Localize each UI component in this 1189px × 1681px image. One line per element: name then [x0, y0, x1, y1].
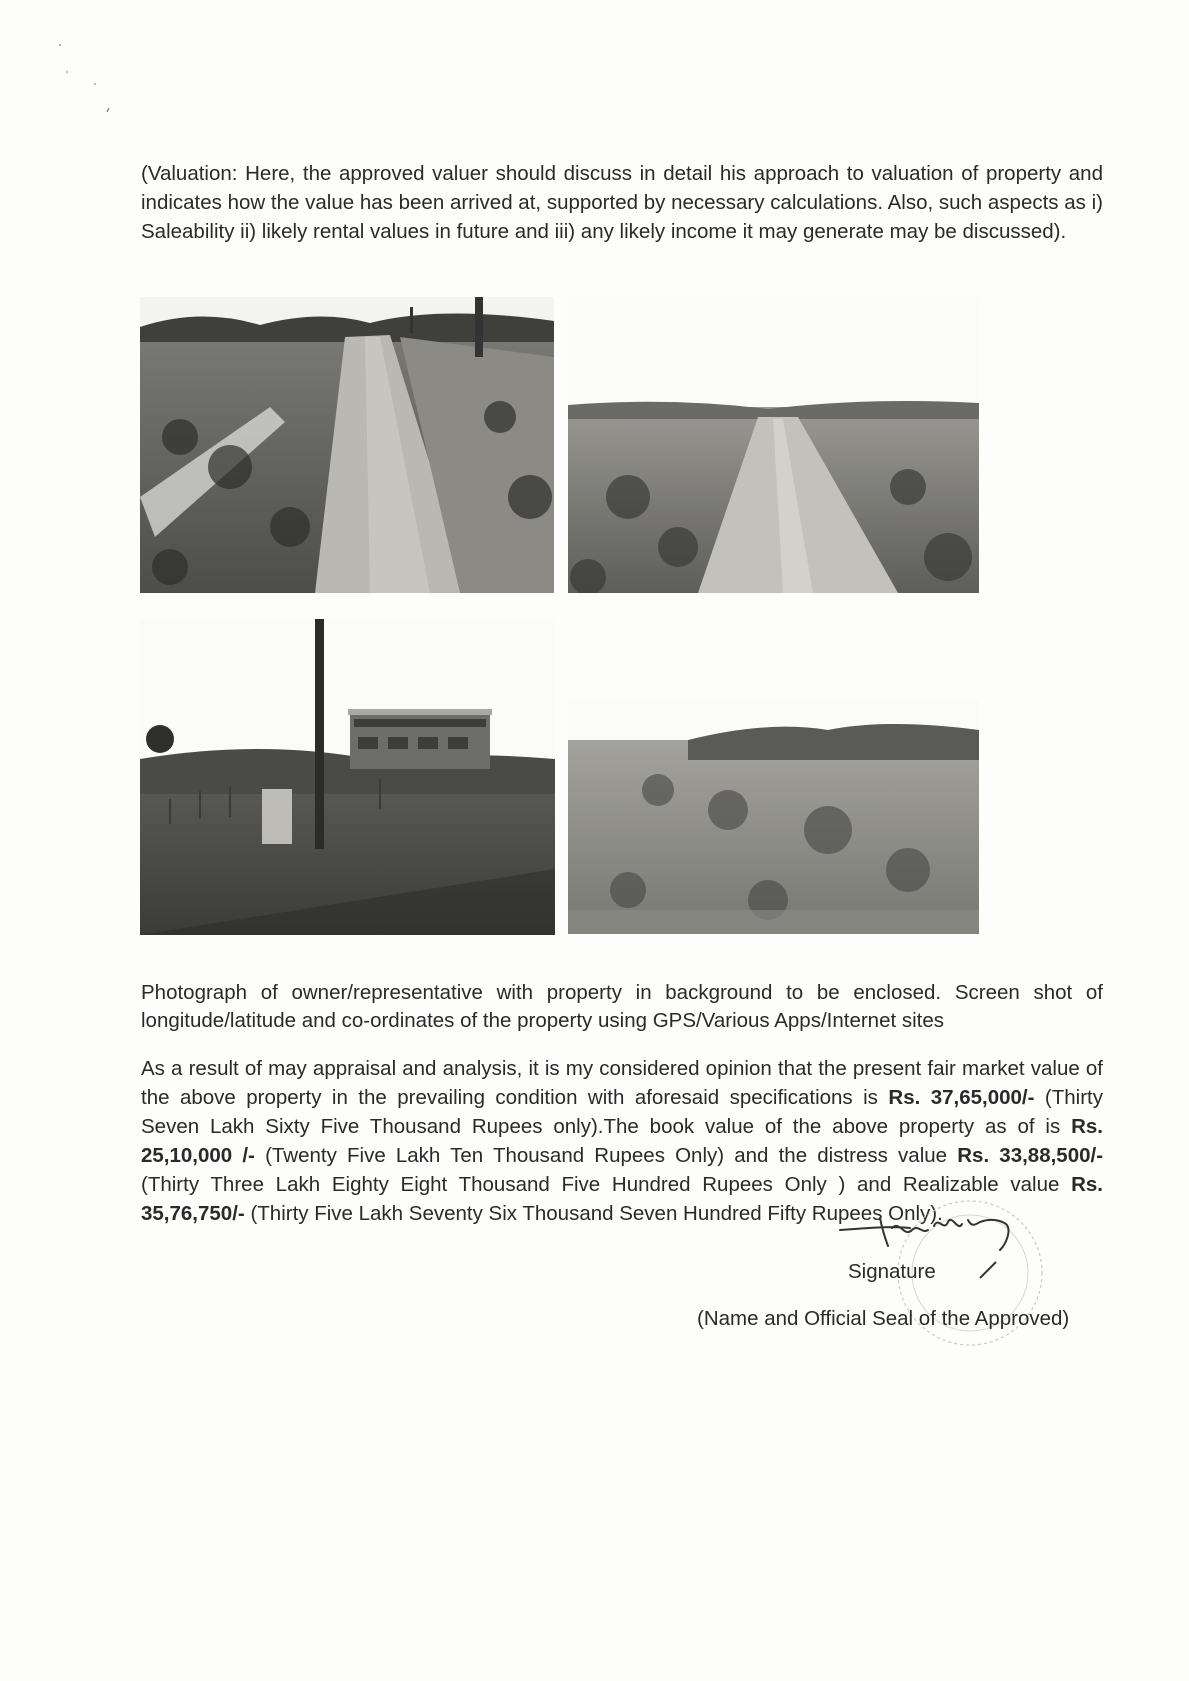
- opinion-lead-text: As a result of may appraisal and analysis, it is my considered opinion that the present fair market value of the above property in the prevailing condition with aforesaid specifications is: [141, 1056, 1103, 1109]
- distress-value-words: (Thirty Three Lakh Eighty Eight Thousand Five Hundred Rupees Only ) and Realizable value: [141, 1172, 1060, 1196]
- book-value: Rs. 25,10,000 /-: [141, 1114, 1103, 1167]
- seal-caption: (Name and Official Seal of the Approved): [697, 1307, 1070, 1330]
- fair-market-value: Rs. 37,65,000/-: [888, 1085, 1035, 1109]
- realizable-value: Rs. 35,76,750/-: [141, 1172, 1103, 1225]
- fair-market-value-words: (Thirty Seven Lakh Sixty Five Thousand Rupees only).The book value of the above property as of is: [141, 1085, 1103, 1138]
- site-photo-open-plot: [568, 700, 979, 934]
- realizable-value-words: (Thirty Five Lakh Seventy Six Thousand Seven Hundred Fifty Rupees Only).: [250, 1201, 943, 1225]
- signature-label: Signature: [848, 1260, 936, 1283]
- valuation-instruction-text: (Valuation: Here, the approved valuer should discuss in detail his approach to valuation of property and indicates how the value has been arrived at, supported by necessary calculations. Also, such aspects as i) Saleability ii) likely rental values in future and iii) any likely income it may generate may be discussed).: [141, 161, 1103, 243]
- scan-speck: [55, 40, 115, 120]
- site-photo-wide-road: [568, 297, 979, 593]
- site-photo-road-field: [140, 297, 554, 593]
- site-photo-building: [140, 619, 555, 935]
- book-value-words: (Twenty Five Lakh Ten Thousand Rupees Only) and the distress value: [265, 1143, 948, 1167]
- distress-value: Rs. 33,88,500/-: [957, 1143, 1104, 1167]
- photo-requirement-text: Photograph of owner/representative with property in background to be enclosed. Screen shot of longitude/latitude and co-ordinates of the property using GPS/Various Apps/Internet sites: [141, 980, 1103, 1032]
